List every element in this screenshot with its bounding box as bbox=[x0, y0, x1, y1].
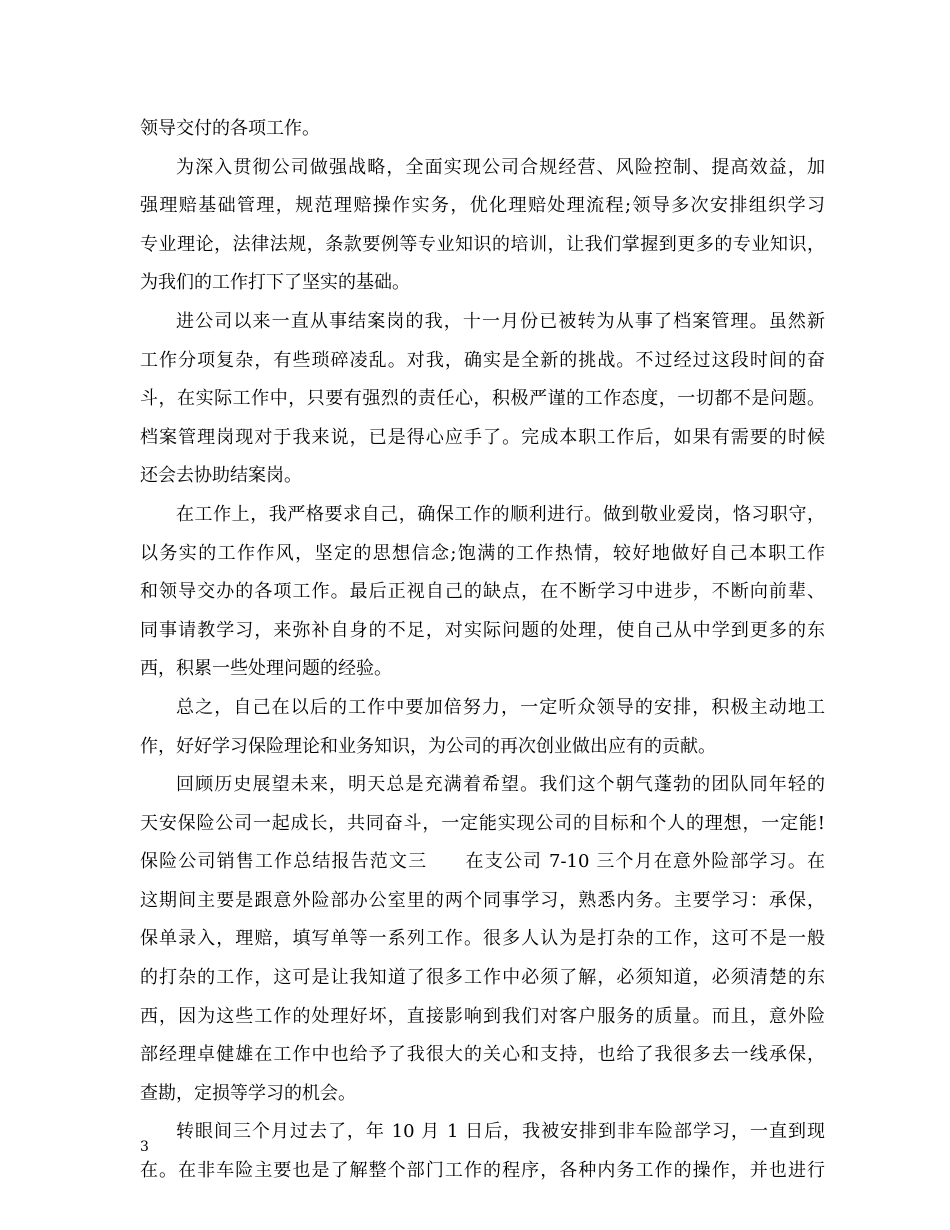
text-line: 在。在非车险主要也是了解整个部门工作的程序，各种内务工作的操作，并也进行 bbox=[140, 1160, 825, 1182]
text-line: 以务实的工作作风，坚定的思想信念;饱满的工作热情，较好地做好自己本职工作 bbox=[140, 542, 825, 564]
text-line: 强理赔基础管理，规范理赔操作实务，优化理赔处理流程;领导多次安排组织学习 bbox=[140, 195, 825, 217]
text-line: 部经理卓健雄在工作中也给予了我很大的关心和支持，也给了我很多去一线承保， bbox=[140, 1044, 825, 1066]
text-line: 总之，自己在以后的工作中要加倍努力，一定听众领导的安排，积极主动地工 bbox=[176, 696, 825, 718]
text-line: 还会去协助结案岗。 bbox=[140, 465, 302, 487]
text-line: 作，好好学习保险理论和业务知识，为公司的再次创业做出应有的贡献。 bbox=[140, 735, 716, 757]
text-line: 这期间主要是跟意外险部办公室里的两个同事学习，熟悉内务。主要学习：承保， bbox=[140, 889, 825, 911]
text-line: 西，因为这些工作的处理好坏，直接影响到我们对客户服务的质量。而且，意外险 bbox=[140, 1005, 825, 1027]
text-line: 进公司以来一直从事结案岗的我，十一月份已被转为从事了档案管理。虽然新 bbox=[176, 310, 825, 332]
text-line: 工作分项复杂，有些琐碎凌乱。对我，确实是全新的挑战。不过经过这段时间的奋 bbox=[140, 349, 825, 371]
text-line: 天安保险公司一起成长，共同奋斗，一定能实现公司的目标和个人的理想，一定能! bbox=[140, 812, 825, 834]
text-line: 保险公司销售工作总结报告范文三 在支公司 7-10 三个月在意外险部学习。在 bbox=[140, 851, 825, 873]
text-line: 同事请教学习，来弥补自身的不足，对实际问题的处理，使自己从中学到更多的东 bbox=[140, 619, 825, 641]
text-line: 斗，在实际工作中，只要有强烈的责任心，积极严谨的工作态度，一切都不是问题。 bbox=[140, 388, 825, 410]
text-line: 为深入贯彻公司做强战略，全面实现公司合规经营、风险控制、提高效益，加 bbox=[176, 156, 825, 178]
page-number: 3 bbox=[140, 1139, 149, 1155]
text-line: 回顾历史展望未来，明天总是充满着希望。我们这个朝气蓬勃的团队同年轻的 bbox=[176, 774, 825, 796]
text-line: 为我们的工作打下了坚实的基础。 bbox=[140, 272, 410, 294]
document-body bbox=[140, 110, 825, 1191]
text-line: 查勘，定损等学习的机会。 bbox=[140, 1082, 356, 1104]
text-line: 专业理论，法律法规，条款要例等专业知识的培训，让我们掌握到更多的专业知识， bbox=[140, 233, 825, 255]
text-line: 和领导交办的各项工作。最后正视自己的缺点，在不断学习中进步，不断向前辈、 bbox=[140, 581, 825, 603]
text-line: 保单录入，理赔，填写单等一系列工作。很多人认为是打杂的工作，这可不是一般 bbox=[140, 928, 825, 950]
text-line: 西，积累一些处理问题的经验。 bbox=[140, 658, 392, 680]
text-line: 档案管理岗现对于我来说，已是得心应手了。完成本职工作后，如果有需要的时候 bbox=[140, 426, 825, 448]
text-line: 转眼间三个月过去了，年 10 月 1 日后，我被安排到非车险部学习，一直到现 bbox=[176, 1121, 825, 1143]
text-line: 在工作上，我严格要求自己，确保工作的顺利进行。做到敬业爱岗，恪习职守， bbox=[176, 503, 825, 525]
text-line: 的打杂的工作，这可是让我知道了很多工作中必须了解，必须知道，必须清楚的东 bbox=[140, 967, 825, 989]
text-line: 领导交付的各项工作。 bbox=[140, 118, 320, 139]
